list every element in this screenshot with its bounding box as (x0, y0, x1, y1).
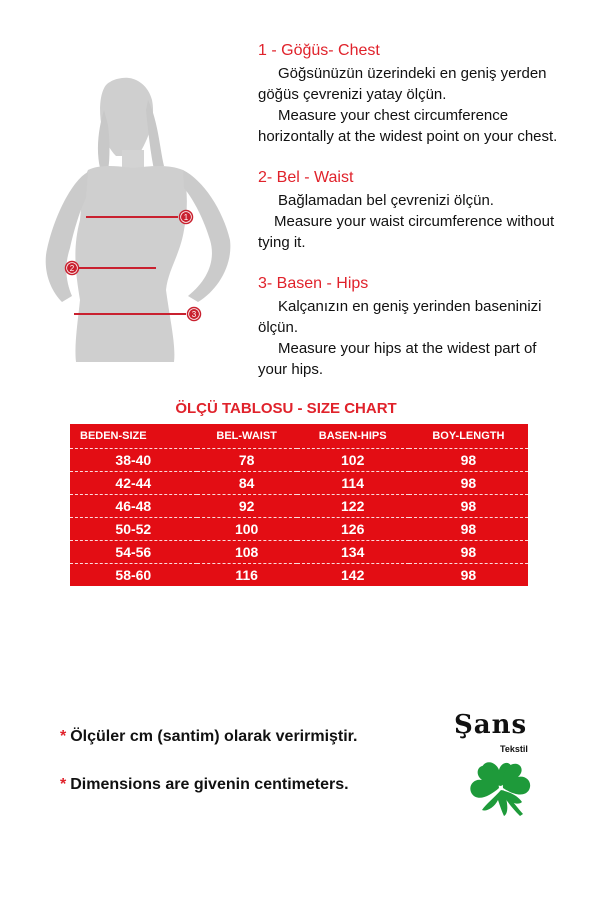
instruction-line: göğüs çevrenizi yatay ölçün. (258, 86, 447, 103)
measurement-figure (38, 70, 243, 370)
cell-hips: 114 (297, 472, 409, 495)
cell-length: 98 (409, 518, 528, 541)
column-header-size: BEDEN-SIZE (80, 430, 147, 442)
cell-waist: 116 (197, 564, 297, 587)
cell-hips: 102 (297, 449, 409, 472)
note-english (60, 776, 357, 794)
marker-3 (188, 308, 201, 321)
column-header-waist: BEL-WAIST (216, 430, 277, 442)
column-header-hips: BASEN-HIPS (318, 430, 387, 442)
note-turkish (60, 728, 357, 746)
section-chest (258, 40, 588, 147)
asterisk: * (60, 728, 67, 745)
cell-length: 98 (409, 564, 528, 587)
section-waist (258, 167, 588, 253)
cell-size: 50-52 (70, 518, 197, 541)
table-row (70, 518, 528, 541)
asterisk: * (60, 776, 67, 793)
table-row (70, 564, 528, 587)
table-header-row (70, 424, 528, 449)
size-chart-title: ÖLÇÜ TABLOSU - SIZE CHART (175, 400, 397, 417)
column-header-length: BOY-LENGTH (432, 430, 505, 442)
cell-waist: 100 (197, 518, 297, 541)
section-hips (258, 273, 588, 380)
table-row (70, 472, 528, 495)
cell-length: 98 (409, 541, 528, 564)
instruction-line: Bağlamadan bel çevrenizi ölçün. (278, 192, 494, 209)
cell-size: 54-56 (70, 541, 197, 564)
cell-hips: 134 (297, 541, 409, 564)
cell-size: 38-40 (70, 449, 197, 472)
instruction-line: your hips. (258, 361, 324, 378)
table-row (70, 541, 528, 564)
cell-hips: 126 (297, 518, 409, 541)
note-text: Ölçüler cm (santim) olarak verirmiştir. (70, 728, 358, 745)
cell-waist: 108 (197, 541, 297, 564)
cell-waist: 92 (197, 495, 297, 518)
cell-size: 46-48 (70, 495, 197, 518)
instruction-line: tying it. (258, 234, 306, 251)
table-row (70, 449, 528, 472)
clover-icon (468, 758, 534, 820)
instruction-line: horizontally at the widest point on your chest. (258, 128, 558, 145)
logo-subtitle: Tekstil (500, 744, 528, 754)
svg-text:2: 2 (69, 264, 75, 273)
cell-length: 98 (409, 449, 528, 472)
cell-hips: 122 (297, 495, 409, 518)
section-heading: 3- Basen - Hips (258, 275, 369, 292)
table-row (70, 495, 528, 518)
cell-size: 58-60 (70, 564, 197, 587)
cell-length: 98 (409, 495, 528, 518)
instruction-line: ölçün. (258, 319, 299, 336)
marker-1 (180, 211, 193, 224)
cell-length: 98 (409, 472, 528, 495)
instruction-line: Kalçanızın en geniş yerinden baseninizi (278, 298, 542, 315)
instruction-line: Measure your hips at the widest part of (278, 340, 537, 357)
cell-hips: 142 (297, 564, 409, 587)
logo-wordmark: Şans (454, 710, 528, 740)
svg-text:1: 1 (183, 213, 189, 222)
measurement-instructions (258, 40, 588, 400)
instruction-line: Göğsünüzün üzerindeki en geniş yerden (278, 65, 547, 82)
notes (60, 728, 357, 824)
instruction-line: Measure your chest circumference (278, 107, 509, 124)
note-text: Dimensions are givenin centimeters. (70, 776, 349, 793)
section-heading: 1 - Göğüs- Chest (258, 42, 380, 59)
svg-text:3: 3 (191, 310, 197, 319)
cell-waist: 84 (197, 472, 297, 495)
cell-waist: 78 (197, 449, 297, 472)
size-table (70, 424, 528, 586)
instruction-line: Measure your waist circumference without (274, 213, 555, 230)
brand-logo (450, 710, 560, 825)
body-silhouette (38, 70, 243, 370)
section-heading: 2- Bel - Waist (258, 169, 354, 186)
cell-size: 42-44 (70, 472, 197, 495)
marker-2 (66, 262, 79, 275)
